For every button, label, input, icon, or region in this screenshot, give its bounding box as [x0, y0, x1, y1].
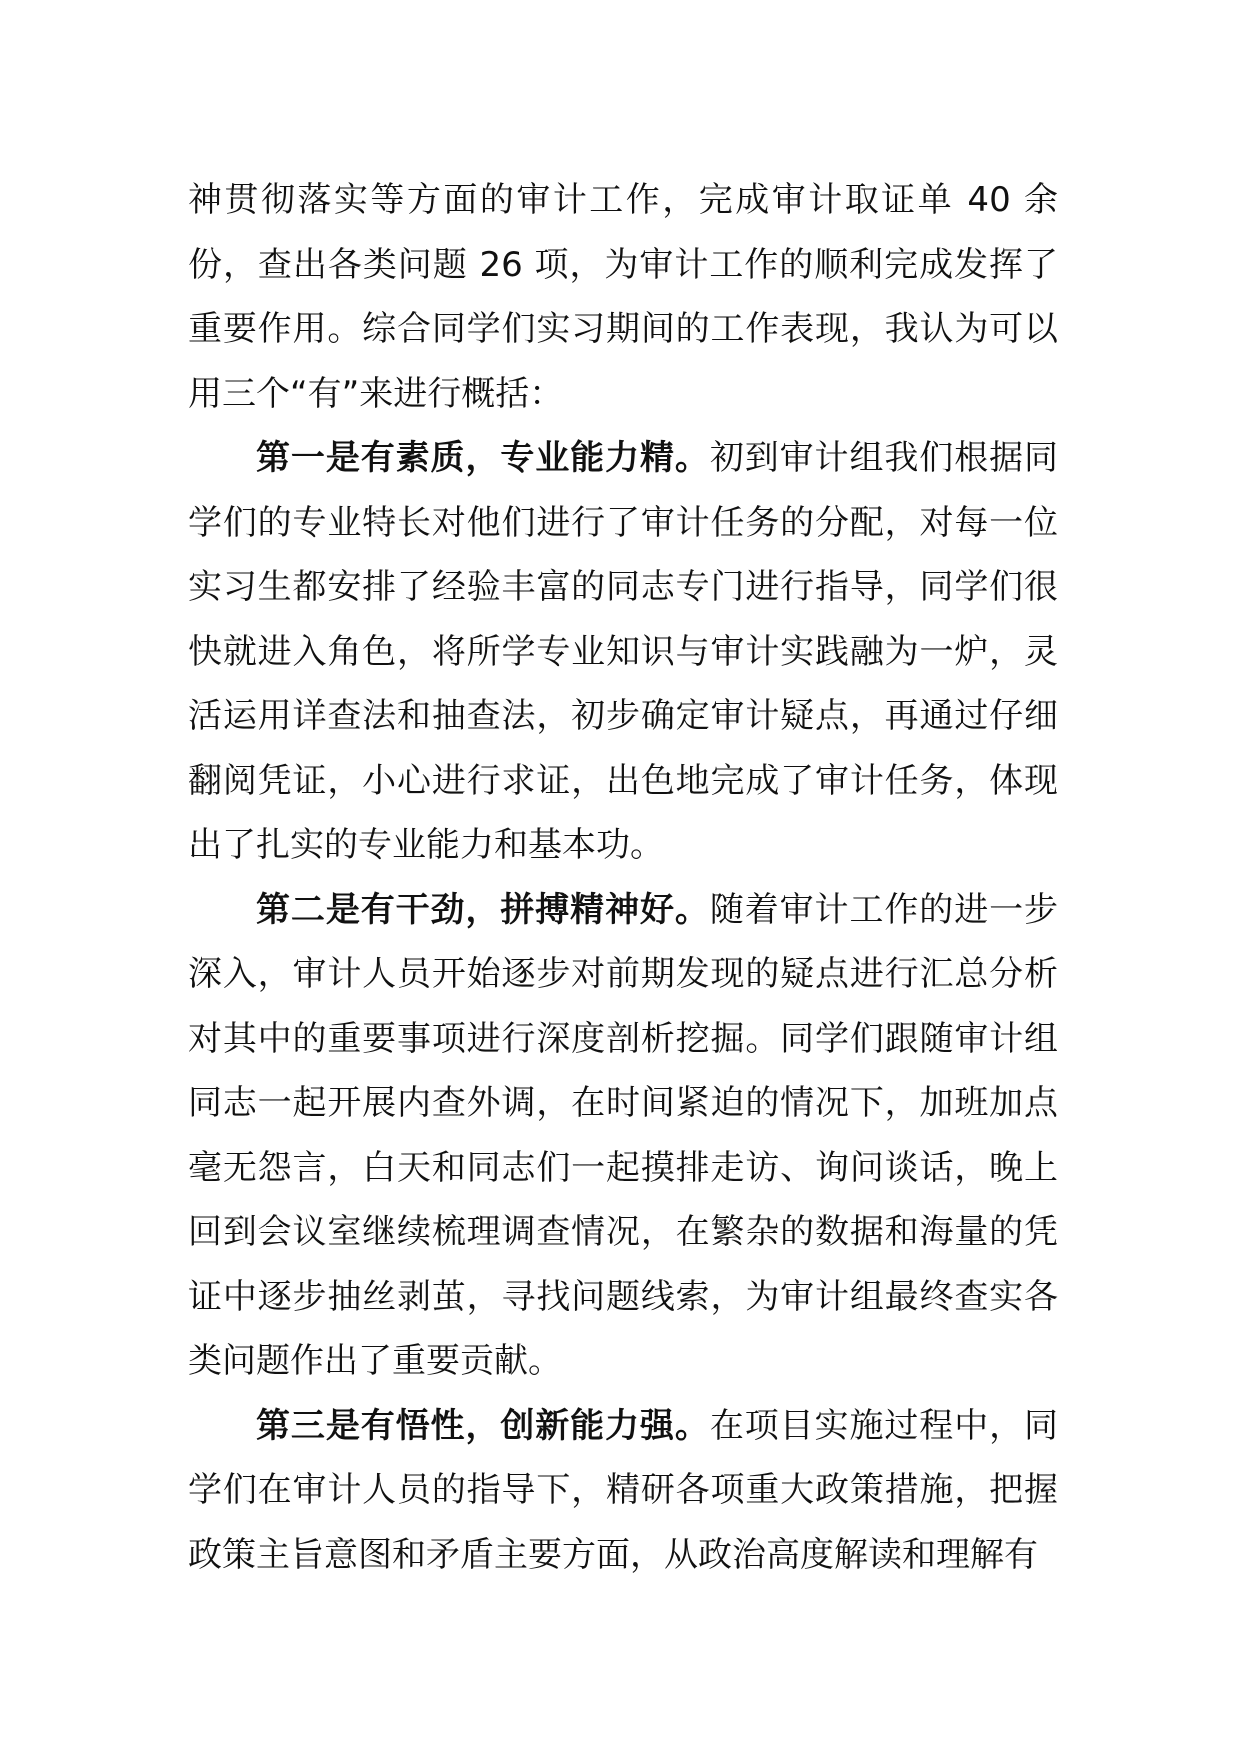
paragraph-text: 随着审计工作的进一步深入，审计人员开始逐步对前期发现的疑点进行汇总分析对其中的重要事项进行深度剖析挖掘。同学们跟随审计组同志一起开展内查外调，在时间紧迫的情况下，加班加点毫无怨言，白天和同志们一起摸排走访、询问谈话，晚上回到会议室继续梳理调查情况，在繁杂的数据和海量的凭证中逐步抽丝剥茧，寻找问题线索，为审计组最终查实各类问题作出了重要贡献。 — [188, 889, 1059, 1381]
paragraph-text: 在项目实施过程中，同学们在审计人员的指导下，精研各项重大政策措施，把握政策主旨意图和矛盾主要方面，从政治高度解读和理解有 — [188, 1405, 1059, 1575]
paragraph-third-point — [188, 1394, 1058, 1588]
paragraph-lead: 第三是有悟性，创新能力强。 — [256, 1405, 710, 1446]
document-body — [188, 168, 1058, 1587]
paragraph-lead: 第一是有素质，专业能力精。 — [256, 438, 710, 478]
paragraph-lead: 第二是有干劲，拼搏精神好。 — [256, 889, 710, 930]
paragraph-continuation — [188, 168, 1058, 426]
paragraph-second-point — [188, 878, 1058, 1394]
paragraph-text: 初到审计组我们根据同学们的专业特长对他们进行了审计任务的分配，对每一位实习生都安排了经验丰富的同志专门进行指导，同学们很快就进入角色，将所学专业知识与审计实践融为一炉，灵活运用详查法和抽查法，初步确定审计疑点，再通过仔细翻阅凭证，小心进行求证，出色地完成了审计任务，体现出了扎实的专业能力和基本功。 — [188, 438, 1059, 865]
paragraph-first-point — [188, 426, 1058, 878]
paragraph-text: 神贯彻落实等方面的审计工作，完成审计取证单 40 余份，查出各类问题 26 项，为审计工作的顺利完成发挥了重要作用。综合同学们实习期间的工作表现，我认为可以用三个“有”来进行概括： — [188, 180, 1058, 414]
